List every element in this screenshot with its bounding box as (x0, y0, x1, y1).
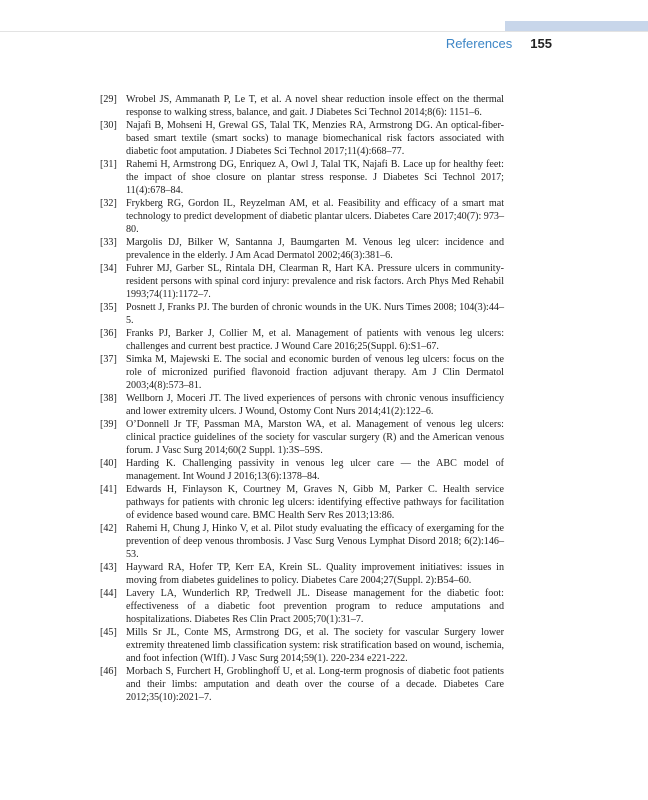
reference-number: [34] (100, 263, 117, 274)
reference-entry (100, 587, 504, 626)
reference-entry (100, 236, 504, 262)
header-divider (0, 31, 648, 32)
reference-text: Hayward RA, Hofer TP, Kerr EA, Krein SL. Quality improvement initiatives: issues in moving from diabetes guidelines to policy. Diabetes Care 2004;27(Suppl. 2):B54–60. (126, 562, 504, 586)
reference-text: Wrobel JS, Ammanath P, Le T, et al. A novel shear reduction insole effect on the thermal response to walking stress, balance, and gait. J Diabetes Sci Technol 2014;8(6): 1151–6. (126, 94, 504, 118)
reference-entry (100, 457, 504, 483)
reference-entry (100, 483, 504, 522)
reference-entry (100, 392, 504, 418)
reference-text: Wellborn J, Moceri JT. The lived experiences of persons with chronic venous insufficiency and lower extremity ulcers. J Wound, Ostomy Cont Nurs 2014;41(2):122–6. (126, 393, 504, 417)
reference-text: Franks PJ, Barker J, Collier M, et al. Management of patients with venous leg ulcers: challenges and current best practice. J Wound Care 2016;25(Suppl. 6):S1–67. (126, 328, 504, 352)
reference-number: [46] (100, 666, 117, 677)
reference-entry (100, 327, 504, 353)
reference-entry (100, 353, 504, 392)
reference-text: Lavery LA, Wunderlich RP, Tredwell JL. Disease management for the diabetic foot: effectiveness of a diabetic foot prevention program to reduce amputations and hospitalizations. Diabetes Res Clin Pract 2005;70(1):31–7. (126, 588, 504, 625)
reference-text: Rahemi H, Chung J, Hinko V, et al. Pilot study evaluating the efficacy of exergaming for the prevention of deep venous thrombosis. J Vasc Surg Venous Lymphat Disord 2018; 6(2):146–53. (126, 523, 504, 560)
reference-number: [42] (100, 523, 117, 534)
reference-number: [30] (100, 120, 117, 131)
reference-text: Mills Sr JL, Conte MS, Armstrong DG, et al. The society for vascular Surgery lower extremity threatened limb classification system: risk stratification based on wound, ischemia, and foot infection (WIfI). J Vasc Surg 2014;59(1). 220-234 e221-222. (126, 627, 504, 664)
reference-entry (100, 561, 504, 587)
reference-number: [29] (100, 94, 117, 105)
reference-text: Simka M, Majewski E. The social and economic burden of venous leg ulcers: focus on the role of micronized purified flavonoid fraction adjuvant therapy. Am J Clin Dermatol 2003;4(8):573–81. (126, 354, 504, 391)
reference-entry (100, 522, 504, 561)
reference-number: [36] (100, 328, 117, 339)
reference-number: [31] (100, 159, 117, 170)
reference-entry (100, 301, 504, 327)
reference-list (100, 93, 504, 704)
header-accent-bar (505, 21, 648, 31)
reference-number: [43] (100, 562, 117, 573)
reference-text: Harding K. Challenging passivity in venous leg ulcer care — the ABC model of management. Int Wound J 2016;13(6):1378–84. (126, 458, 504, 482)
reference-number: [32] (100, 198, 117, 209)
reference-text: Fuhrer MJ, Garber SL, Rintala DH, Clearman R, Hart KA. Pressure ulcers in community-resident persons with spinal cord injury: prevalence and risk factors. Arch Phys Med Rehabil 1993;74(11):1172–7. (126, 263, 504, 300)
reference-entry (100, 93, 504, 119)
reference-text: Frykberg RG, Gordon IL, Reyzelman AM, et al. Feasibility and efficacy of a smart mat technology to predict development of diabetic plantar ulcers. Diabetes Care 2017;40(7): 973–80. (126, 198, 504, 235)
reference-entry (100, 197, 504, 236)
reference-number: [40] (100, 458, 117, 469)
reference-text: Morbach S, Furchert H, Groblinghoff U, et al. Long-term prognosis of diabetic foot patients and their limbs: amputation and death over the course of a decade. Diabetes Care 2012;35(10):2021–7. (126, 666, 504, 703)
page-number: 155 (530, 36, 552, 51)
running-head (446, 36, 552, 52)
reference-text: Posnett J, Franks PJ. The burden of chronic wounds in the UK. Nurs Times 2008; 104(3):44–5. (126, 302, 504, 326)
section-title: References (445, 36, 513, 51)
reference-text: Margolis DJ, Bilker W, Santanna J, Baumgarten M. Venous leg ulcer: incidence and prevalence in the elderly. J Am Acad Dermatol 2002;46(3):381–6. (126, 237, 504, 261)
reference-number: [37] (100, 354, 117, 365)
reference-entry (100, 665, 504, 704)
reference-number: [33] (100, 237, 117, 248)
reference-entry (100, 626, 504, 665)
reference-text: Edwards H, Finlayson K, Courtney M, Graves N, Gibb M, Parker C. Health service pathways for patients with chronic leg ulcers: identifying effective pathways for facilitation of evidence based wound care. BMC Health Serv Res 2013;13:86. (126, 484, 504, 521)
reference-number: [35] (100, 302, 117, 313)
reference-entry (100, 119, 504, 158)
reference-entry (100, 418, 504, 457)
reference-entry (100, 262, 504, 301)
reference-text: O’Donnell Jr TF, Passman MA, Marston WA, et al. Management of venous leg ulcers: clinical practice guidelines of the society for vascular surgery (R) and the American venous forum. J Vasc Surg 2014;60(2 Suppl. 1):3S–59S. (126, 419, 504, 456)
reference-number: [44] (100, 588, 117, 599)
reference-entry (100, 158, 504, 197)
reference-text: Najafi B, Mohseni H, Grewal GS, Talal TK, Menzies RA, Armstrong DG. An optical-fiber-based smart textile (smart socks) to manage biomechanical risk factors associated with diabetic foot amputation. J Diabetes Sci Technol 2017;11(4):668–77. (126, 120, 504, 157)
reference-number: [38] (100, 393, 117, 404)
reference-number: [39] (100, 419, 117, 430)
reference-number: [41] (100, 484, 117, 495)
reference-number: [45] (100, 627, 117, 638)
reference-text: Rahemi H, Armstrong DG, Enriquez A, Owl J, Talal TK, Najafi B. Lace up for healthy feet: the impact of shoe closure on plantar stress response. J Diabetes Sci Technol 2017; 11(4):678–84. (126, 159, 504, 196)
